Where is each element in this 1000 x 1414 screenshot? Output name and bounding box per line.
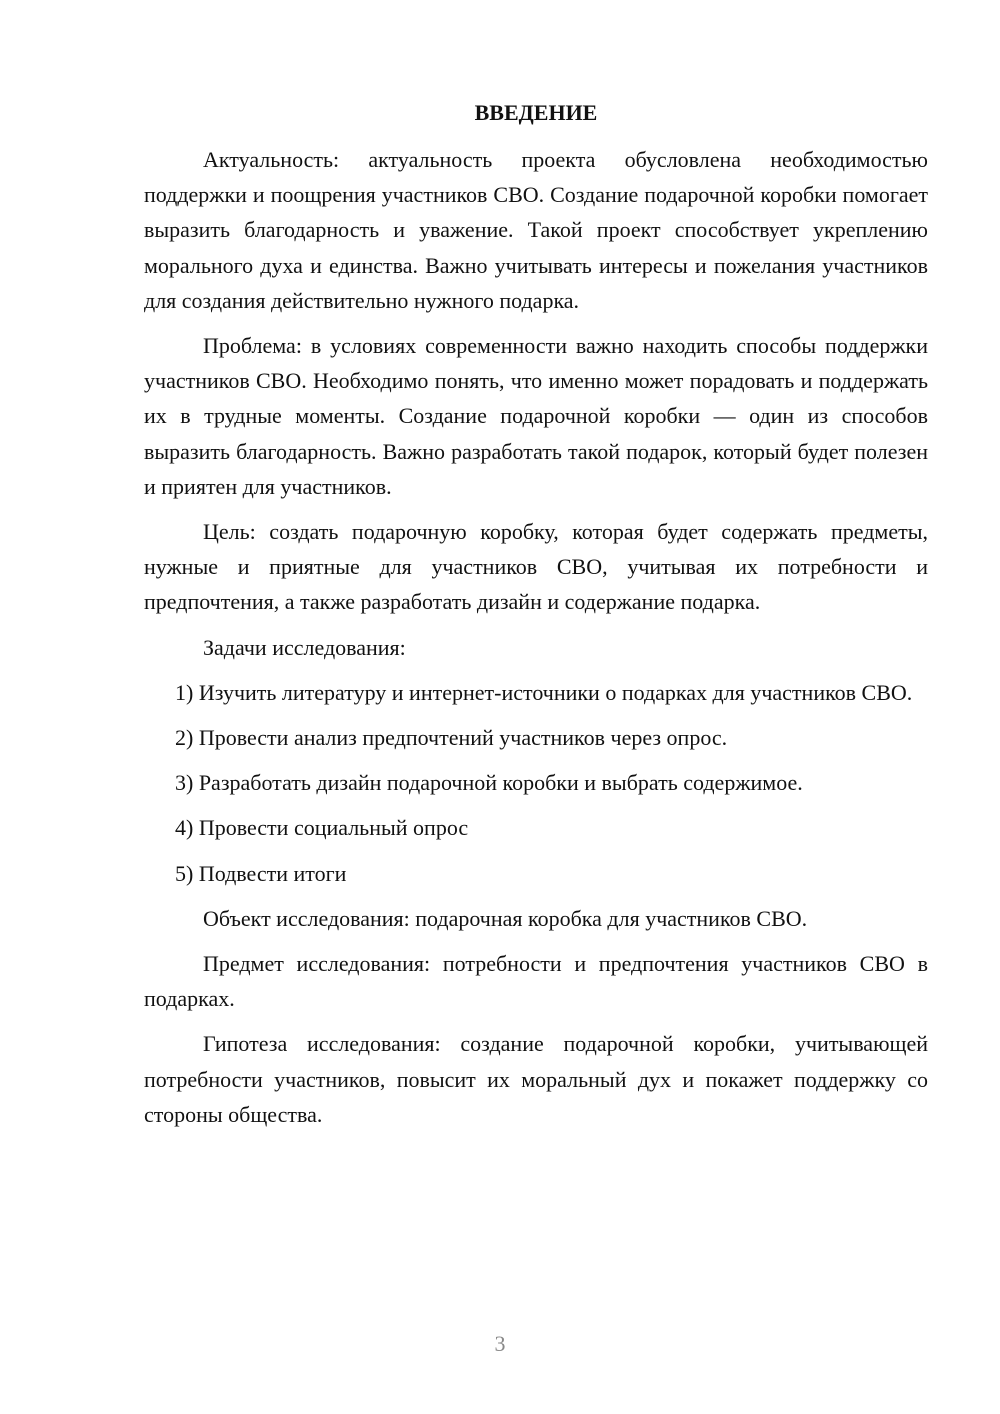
relevance-paragraph: Актуальность: актуальность проекта обусловлена необходимостью поддержки и поощрения участников СВО. Создание подарочной коробки помогает выразить благодарность и уважение. Такой проект способствует укреплению морального духа и единства. Важно учитывать интересы и пожелания участников для создания действительно нужного подарка. [144,147,928,313]
goal-paragraph: Цель: создать подарочную коробку, которая будет содержать предметы, нужные и приятные для участников СВО, учитывая их потребности и предпочтения, а также разработать дизайн и содержание подарка. [144,519,928,615]
page-number: 3 [494,1331,506,1356]
subject-paragraph: Предмет исследования: потребности и предпочтения участников СВО в подарках. [144,951,928,1012]
problem-paragraph: Проблема: в условиях современности важно находить способы поддержки участников СВО. Необходимо понять, что именно может порадовать и поддержать их в трудные моменты. Создание подарочной коробки — один из способов выразить благодарность. Важно разработать такой подарок, который будет полезен и приятен для участников. [144,333,928,499]
hypothesis-paragraph: Гипотеза исследования: создание подарочной коробки, учитывающей потребности участников, повысит их моральный дух и покажет поддержку со стороны общества. [144,1031,928,1127]
task-item-4: 4) Провести социальный опрос [175,815,469,841]
task-item-1: 1) Изучить литературу и интернет-источники о подарках для участников СВО. [175,679,913,705]
object-paragraph: Объект исследования: подарочная коробка для участников СВО. [203,905,808,931]
task-item-3: 3) Разработать дизайн подарочной коробки и выбрать содержимое. [175,770,803,796]
section-title: ВВЕДЕНИЕ [474,100,598,125]
page-content [144,95,928,1142]
task-item-5: 5) Подвести итоги [175,860,347,886]
task-item-2: 2) Провести анализ предпочтений участников через опрос. [175,725,728,751]
tasks-heading: Задачи исследования: [203,634,406,660]
